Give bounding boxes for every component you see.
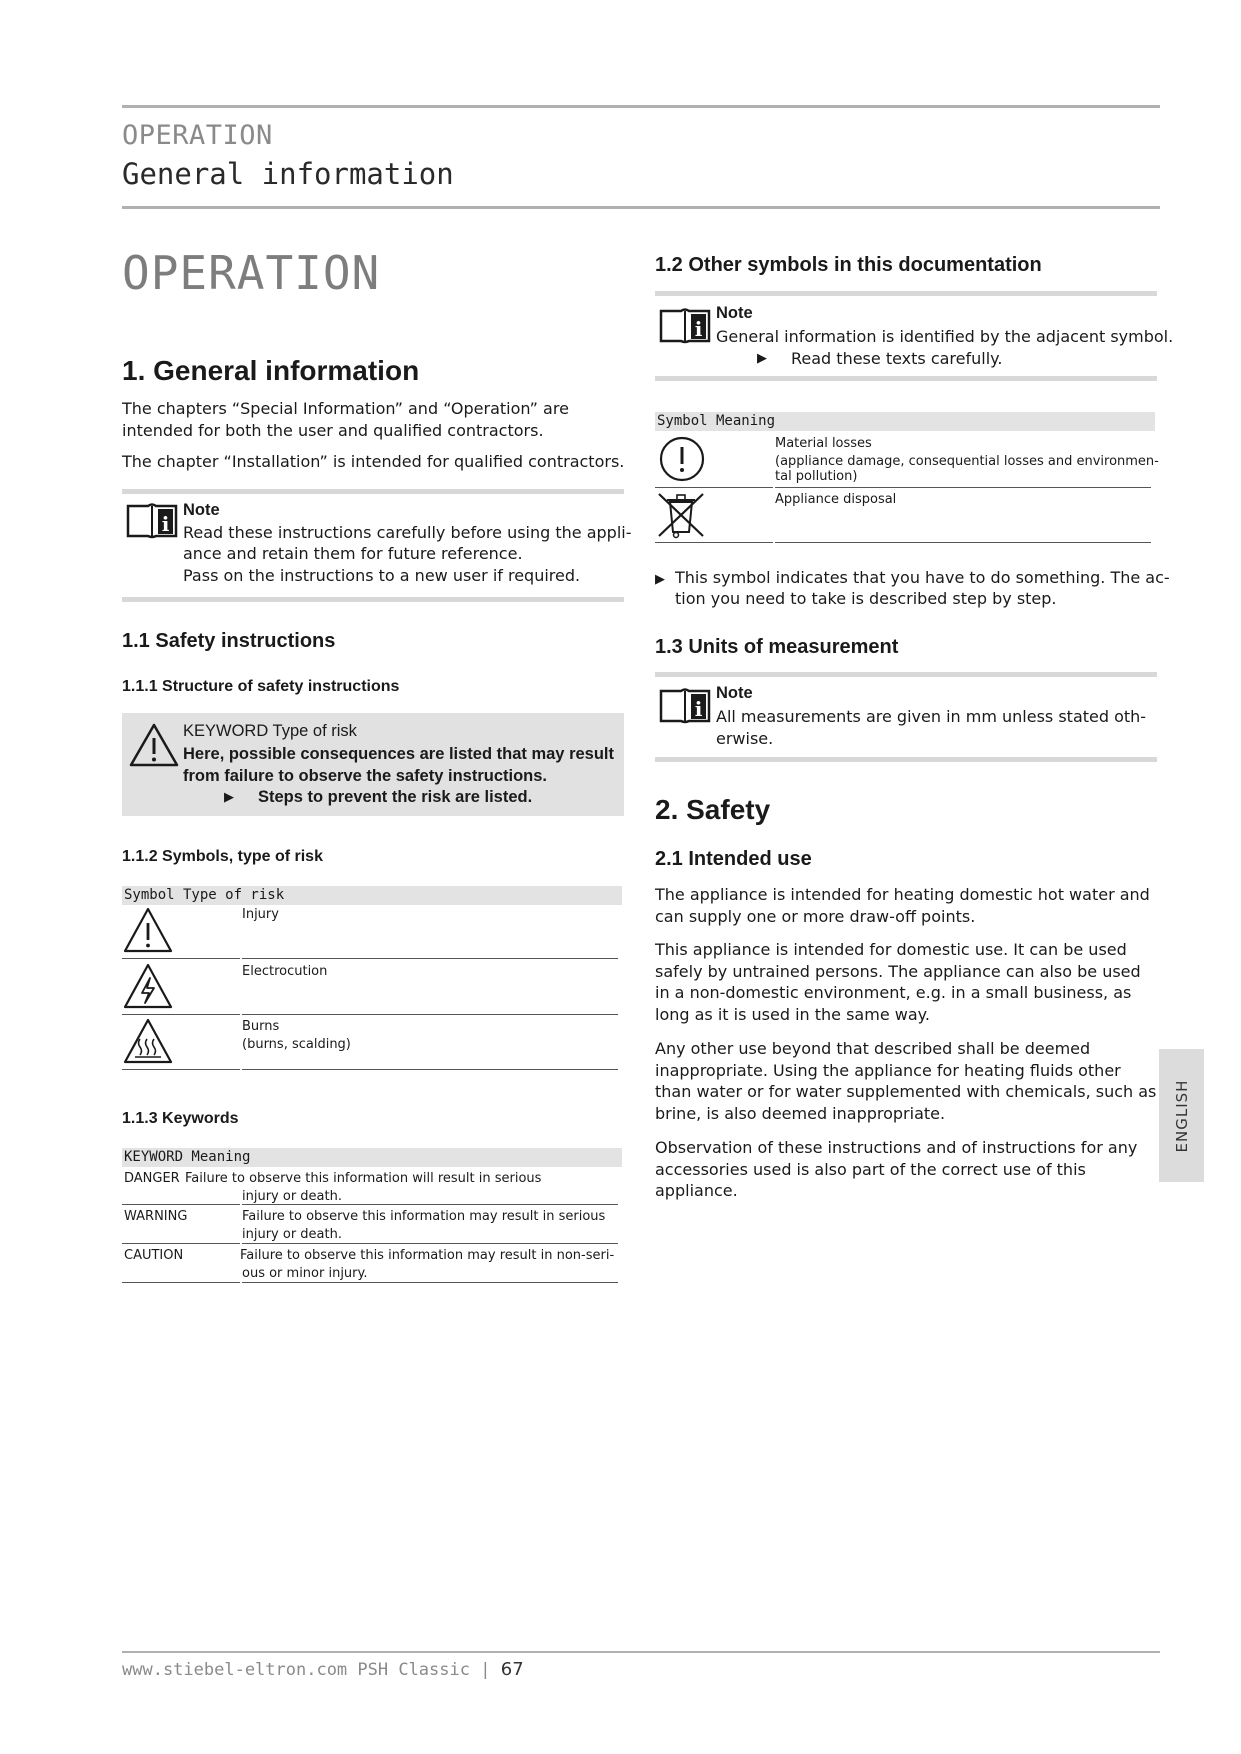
risk-row-divider <box>242 958 618 959</box>
warning-line2: from failure to observe the safety instructions. <box>183 767 547 785</box>
risk-row-burns-detail: (burns, scalding) <box>242 1037 351 1052</box>
symbol-row-divider <box>655 542 773 543</box>
risk-row-injury: Injury <box>242 907 279 922</box>
page-number: 67 <box>500 1659 524 1680</box>
keyword-table-header: KEYWORD Meaning <box>122 1148 622 1167</box>
symbol-row-divider <box>775 487 1151 488</box>
warning-triangle-icon <box>128 722 180 768</box>
warning-step: Steps to prevent the risk are listed. <box>258 788 533 806</box>
keyword-row-divider <box>242 1243 618 1244</box>
action-arrow: ▶ <box>655 572 665 587</box>
note-label: Note <box>716 684 753 702</box>
footer <box>122 1659 524 1680</box>
symbol-row-material-losses-detail2: tal pollution) <box>775 469 858 484</box>
note-text-line2: ance and retain them for future reference. <box>183 544 523 563</box>
symbol-row-divider <box>775 542 1151 543</box>
warning-triangle-icon <box>122 906 174 954</box>
keyword-row-divider <box>242 1282 618 1283</box>
header-section: OPERATION <box>122 120 273 151</box>
risk-row-divider <box>122 1069 240 1070</box>
warning-line1: Here, possible consequences are listed that may result <box>183 745 614 763</box>
heading-intended-use: 2.1 Intended use <box>655 848 812 870</box>
keyword-warning-meaning-line2: injury or death. <box>242 1227 342 1242</box>
header-bottom-rule <box>122 206 1160 209</box>
paragraph-chapters: The chapters “Special Information” and “Operation” are intended for both the user and qualified contractors. <box>122 399 569 440</box>
keyword-danger: DANGER <box>124 1171 180 1186</box>
warning-step-arrow: ▶ <box>224 790 234 805</box>
electrocution-icon <box>122 962 174 1010</box>
note-general-step: Read these texts carefully. <box>791 349 1003 368</box>
keyword-caution: CAUTION <box>124 1248 184 1263</box>
paragraph-intended-use-4: Observation of these instructions and of instructions for any accessories used is also part of the correct use of this appliance. <box>655 1138 1138 1200</box>
note-units-line1: All measurements are given in mm unless stated oth- <box>716 707 1147 726</box>
symbol-row-material-losses-detail1: (appliance damage, consequential losses and environmen- <box>775 454 1159 469</box>
footer-site: www.stiebel-eltron.com PSH Classic <box>122 1660 470 1680</box>
exclamation-circle-icon <box>658 435 706 483</box>
heading-general-information: 1. General information <box>122 355 420 386</box>
risk-row-electrocution: Electrocution <box>242 964 328 979</box>
paragraph-intended-use-1: The appliance is intended for heating domestic hot water and can supply one or more draw-off points. <box>655 885 1150 926</box>
heading-keywords: 1.1.3 Keywords <box>122 1110 239 1127</box>
keyword-danger-meaning-line2: injury or death. <box>242 1189 342 1204</box>
symbol-row-appliance-disposal: Appliance disposal <box>775 492 897 507</box>
warning-title: KEYWORD Type of risk <box>183 722 357 740</box>
keyword-row-divider <box>122 1282 240 1283</box>
note-label: Note <box>716 304 753 322</box>
info-book-icon <box>659 685 711 725</box>
heading-structure: 1.1.1 Structure of safety instructions <box>122 678 400 695</box>
footer-rule <box>122 1651 1160 1653</box>
svg-text:i: i <box>694 697 703 721</box>
note-label: Note <box>183 501 220 519</box>
heading-symbols: 1.1.2 Symbols, type of risk <box>122 848 323 865</box>
keyword-row-divider <box>122 1243 240 1244</box>
svg-text:i: i <box>161 512 170 536</box>
symbol-row-divider <box>655 487 773 488</box>
keyword-warning-meaning-line1: Failure to observe this information may result in serious <box>242 1209 606 1224</box>
paragraph-installation: The chapter “Installation” is intended for qualified contractors. <box>122 452 625 471</box>
risk-row-divider <box>122 958 240 959</box>
keyword-danger-meaning-line1: Failure to observe this information will result in serious <box>185 1171 542 1186</box>
heading-units: 1.3 Units of measurement <box>655 636 899 658</box>
heading-other-symbols: 1.2 Other symbols in this documentation <box>655 254 1042 276</box>
risk-table-header: Symbol Type of risk <box>122 886 622 905</box>
language-tab <box>1159 1049 1204 1182</box>
keyword-caution-meaning-line2: ous or minor injury. <box>242 1266 368 1281</box>
info-book-icon <box>126 500 178 540</box>
note-general-step-arrow: ▶ <box>757 351 767 366</box>
note-text-line1: Read these instructions carefully before using the appli- <box>183 523 632 542</box>
note-general-line1: General information is identified by the adjacent symbol. <box>716 327 1174 346</box>
keyword-caution-meaning-line1: Failure to observe this information may result in non-seri- <box>240 1248 615 1263</box>
symbol-table-header: Symbol Meaning <box>655 412 1155 431</box>
keyword-row-divider <box>122 1204 240 1205</box>
svg-text:i: i <box>694 317 703 341</box>
risk-row-burns: Burns <box>242 1019 280 1034</box>
action-text-line2: tion you need to take is described step by step. <box>675 589 1057 608</box>
note-units-line2: erwise. <box>716 729 774 748</box>
burns-icon <box>122 1017 174 1065</box>
risk-row-divider <box>122 1014 240 1015</box>
page-title: OPERATION <box>122 246 381 300</box>
paragraph-intended-use-3: Any other use beyond that described shall be deemed inappropriate. Using the appliance for heating fluids other than water or for water supplemented with chemicals, such as brine, is also deemed inappropriate. <box>655 1039 1157 1123</box>
heading-safety: 2. Safety <box>655 794 771 825</box>
footer-separator: | <box>480 1660 491 1680</box>
keyword-warning: WARNING <box>124 1209 188 1224</box>
paragraph-intended-use-2: This appliance is intended for domestic use. It can be used safely by untrained persons. The appliance can also be used in a non-domestic environment, e.g. in a small business, as long as it is used in the same way. <box>655 940 1141 1024</box>
symbol-row-material-losses: Material losses <box>775 436 872 451</box>
action-text-line1: This symbol indicates that you have to do something. The ac- <box>675 568 1170 587</box>
header-title: General information <box>122 157 454 191</box>
risk-row-divider <box>242 1069 618 1070</box>
keyword-row-divider <box>242 1204 618 1205</box>
crossed-bin-icon <box>655 490 707 540</box>
header-top-rule <box>122 105 1160 108</box>
note-text-line3: Pass on the instructions to a new user if required. <box>183 566 581 585</box>
info-book-icon <box>659 305 711 345</box>
heading-safety-instructions: 1.1 Safety instructions <box>122 630 336 652</box>
risk-row-divider <box>242 1014 618 1015</box>
language-tab-label: ENGLISH <box>1172 1079 1191 1152</box>
